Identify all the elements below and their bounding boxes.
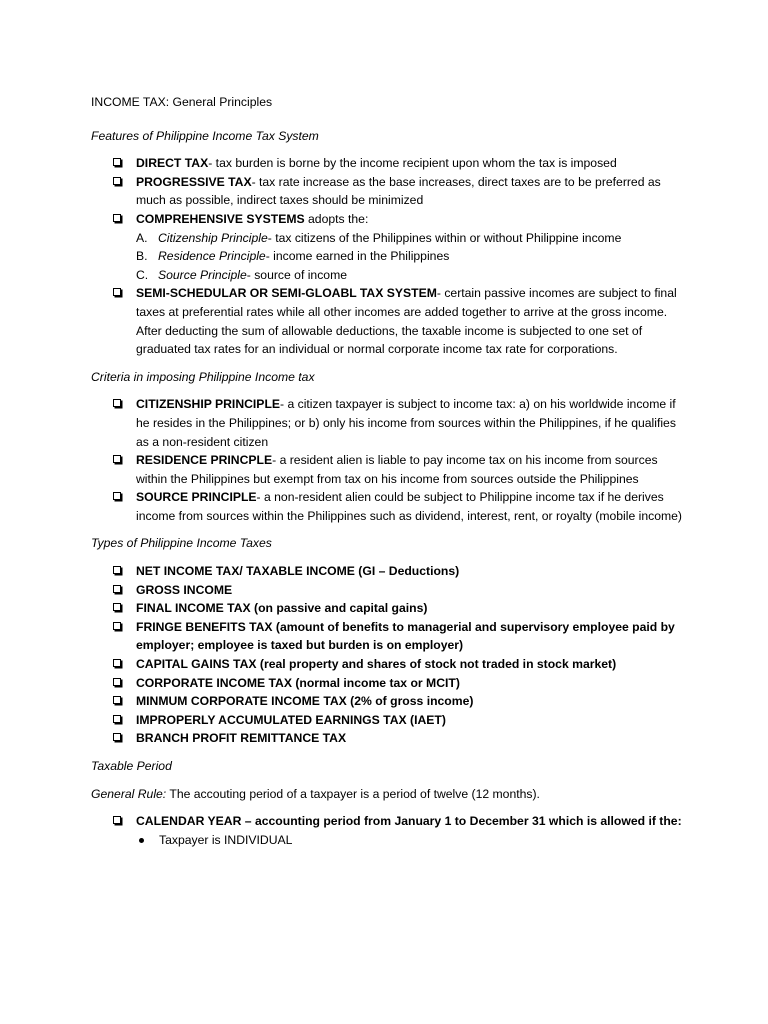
list-item: Taxpayer is INDIVIDUAL <box>137 831 691 850</box>
types-heading: Types of Philippine Income Taxes <box>91 536 272 551</box>
list-item: CALENDAR YEAR – accounting period from January 1 to December 31 which is allowed if the: <box>112 812 691 831</box>
features-list <box>112 154 691 359</box>
principles-sublist <box>136 229 691 285</box>
sublist-item: A. Citizenship Principle- tax citizens of the Philippines within or without Philippine income <box>136 230 622 245</box>
list-item: GROSS INCOME <box>112 581 691 600</box>
bullet-dot-icon <box>139 838 144 843</box>
criteria-list <box>112 395 691 525</box>
list-item: CITIZENSHIP PRINCIPLE- a citizen taxpayer is subject to income tax: a) on his worldwide income if he resides in the Philippines; or b) only his income from sources within the Philippines, if he qualifies as a non-resident citizen <box>112 395 691 451</box>
document-body <box>91 93 691 849</box>
checkbox-bullet-icon <box>113 566 121 574</box>
list-item: SOURCE PRINCIPLE- a non-resident alien could be subject to Philippine income tax if he derives income from sources within the Philippines such as dividend, interest, rent, or royalty (mobile income) <box>112 488 691 525</box>
checkbox-bullet-icon <box>113 288 121 296</box>
taxable-period-heading: Taxable Period <box>91 759 172 773</box>
checkbox-bullet-icon <box>113 399 121 407</box>
features-heading: Features of Philippine Income Tax System <box>91 128 319 143</box>
list-item: MINMUM CORPORATE INCOME TAX (2% of gross income) <box>112 692 691 711</box>
list-item: DIRECT TAX- tax burden is borne by the income recipient upon whom the tax is imposed <box>112 154 691 173</box>
list-item: COMPREHENSIVE SYSTEMS adopts the: A. Citizenship Principle- tax citizens of the Philippines within or without Philippine income B. Residence Principle- income earned in the Philippines C. Source Principle- source of income <box>112 210 691 284</box>
checkbox-bullet-icon <box>113 492 121 500</box>
list-item: PROGRESSIVE TAX- tax rate increase as the base increases, direct taxes are to be preferred as much as possible, indirect taxes should be minimized <box>112 173 691 210</box>
checkbox-bullet-icon <box>113 177 121 185</box>
list-item: IMPROPERLY ACCUMULATED EARNINGS TAX (IAET) <box>112 711 691 730</box>
sublist-item: C. Source Principle- source of income <box>136 267 347 282</box>
checkbox-bullet-icon <box>113 603 121 611</box>
checkbox-bullet-icon <box>113 622 121 630</box>
list-item: BRANCH PROFIT REMITTANCE TAX <box>112 729 691 748</box>
checkbox-bullet-icon <box>113 678 121 686</box>
checkbox-bullet-icon <box>113 214 121 222</box>
checkbox-bullet-icon <box>113 696 121 704</box>
general-rule: General Rule: The accouting period of a taxpayer is a period of twelve (12 months). <box>91 786 540 801</box>
checkbox-bullet-icon <box>113 455 121 463</box>
list-item: SEMI-SCHEDULAR OR SEMI-GLOABL TAX SYSTEM- certain passive incomes are subject to final taxes at preferential rates while all other incomes are added together to arrive at the gross income. After deducting the sum of allowable deductions, the taxable income is subjected to one set of graduated tax rates for an individual or normal corporate income tax rate for corporations. <box>112 284 691 358</box>
checkbox-bullet-icon <box>113 585 121 593</box>
checkbox-bullet-icon <box>113 715 121 723</box>
sublist-item: B. Residence Principle- income earned in the Philippines <box>136 249 450 264</box>
list-item: CAPITAL GAINS TAX (real property and shares of stock not traded in stock market) <box>112 655 691 674</box>
checkbox-bullet-icon <box>113 733 121 741</box>
list-item: FINAL INCOME TAX (on passive and capital gains) <box>112 599 691 618</box>
checkbox-bullet-icon <box>113 659 121 667</box>
list-item: RESIDENCE PRINCPLE- a resident alien is liable to pay income tax on his income from sources within the Philippines but exempt from tax on his income from sources outside the Philippines <box>112 451 691 488</box>
types-list <box>112 562 691 748</box>
checkbox-bullet-icon <box>113 816 121 824</box>
calendar-list <box>112 812 691 831</box>
list-item: FRINGE BENEFITS TAX (amount of benefits to managerial and supervisory employee paid by employer; employee is taxed but burden is on employer) <box>112 618 691 655</box>
list-item: CORPORATE INCOME TAX (normal income tax or MCIT) <box>112 674 691 693</box>
document-title: INCOME TAX: General Principles <box>91 95 273 109</box>
calendar-conditions <box>137 831 691 850</box>
criteria-heading: Criteria in imposing Philippine Income tax <box>91 369 315 384</box>
checkbox-bullet-icon <box>113 158 121 166</box>
list-item: NET INCOME TAX/ TAXABLE INCOME (GI – Deductions) <box>112 562 691 581</box>
